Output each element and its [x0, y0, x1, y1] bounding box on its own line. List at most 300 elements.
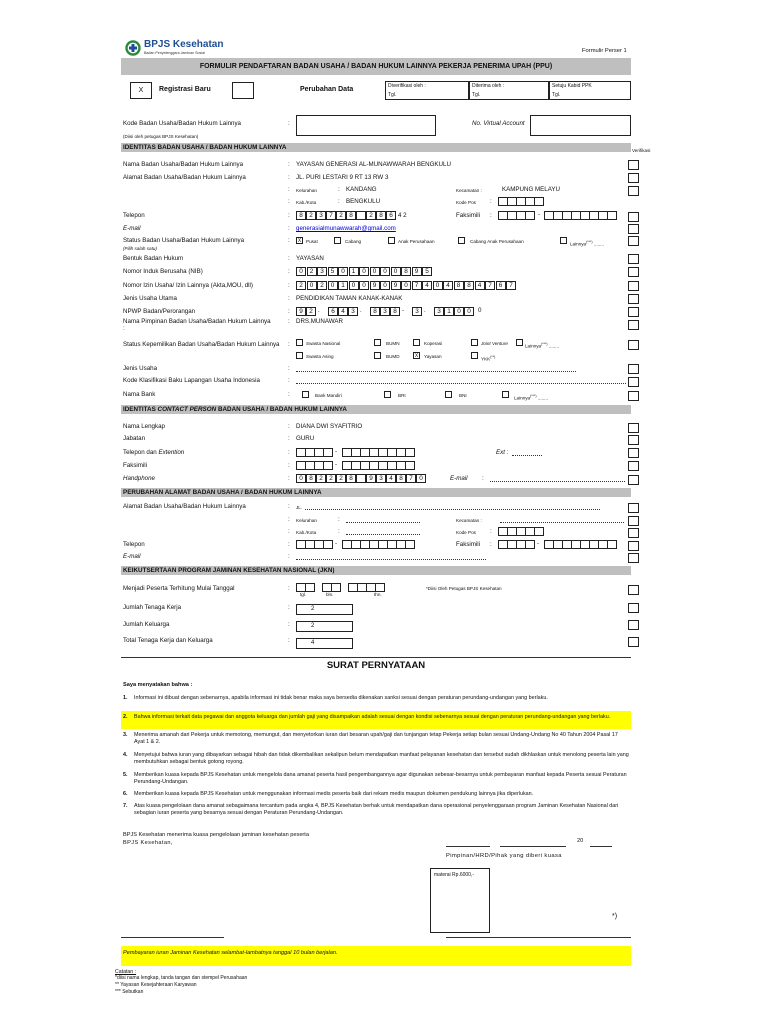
- digit-cell: 8: [376, 211, 386, 220]
- bank-bni-checkbox[interactable]: [445, 391, 452, 398]
- alamat-label: Alamat Badan Usaha/Badan Hukum Lainnya: [123, 174, 246, 181]
- digit-cell: 1: [349, 267, 359, 276]
- verif-label: Diverifikasi oleh :: [388, 83, 426, 89]
- logo: [124, 38, 234, 60]
- digit-cell: 8: [454, 281, 464, 290]
- digit-cell: 8: [401, 267, 411, 276]
- empty-cell: [323, 540, 333, 549]
- total-value: 4: [311, 640, 315, 646]
- status-lainnya-checkbox[interactable]: [560, 237, 567, 244]
- verifikasi-checkbox[interactable]: [628, 224, 639, 234]
- diterima-box: [469, 81, 549, 100]
- cp-email-line[interactable]: [490, 481, 625, 482]
- nama-badan-value[interactable]: YAYASAN GENERASI AL-MUNAWWARAH BENGKULU: [296, 161, 451, 168]
- digit-cell: 5: [422, 267, 432, 276]
- digit-cell: 6: [496, 281, 506, 290]
- verifikasi-checkbox[interactable]: [628, 186, 639, 196]
- verifikasi-checkbox[interactable]: [628, 364, 639, 374]
- jenis-usaha-label: Jenis Usaha Utama: [123, 295, 177, 302]
- item-3: Menerima amanah dari Pekerja untuk memotong, memungut, dan menyetorkan iuran dari besaran upah/gaji dan tunjangan tetap Pekerja setiap bulan sesuai Undang-Undang No 40 Tahun 2004 Pasal 17 Ayat 1 & 2.: [134, 732, 618, 745]
- registrasi-baru-checkbox[interactable]: [130, 82, 152, 99]
- jenis-usaha2-label: Jenis Usaha: [123, 365, 158, 372]
- digit-cell: 2: [296, 281, 306, 290]
- pimpinan-sign-label: Pimpinan/HRD/Pihak yang diberi kuasa: [446, 853, 562, 859]
- empty-cell: [405, 461, 415, 470]
- year-label: 20: [577, 838, 584, 844]
- divider-line: [121, 657, 631, 658]
- separator-dash: -: [537, 540, 540, 547]
- kab-kota-label: Kab./Kota: [296, 200, 317, 205]
- cp-ext-line[interactable]: [512, 455, 542, 456]
- kode-badan-label: Kode Badan Usaha/Badan Hukum Lainnya: [123, 120, 241, 127]
- kep-lainnya-label: Lainnya(***) ........: [525, 342, 560, 349]
- status-label: Status Badan Usaha/Badan Hukum Lainnya: [123, 237, 245, 244]
- empty-cell: [525, 540, 535, 549]
- digit-cell: 8: [296, 211, 306, 220]
- thn-label: thn.: [374, 592, 382, 597]
- pa-email-line[interactable]: [296, 559, 486, 560]
- kep-swasta-asing-label: Swasta Asing: [306, 354, 334, 359]
- verifikasi-checkbox[interactable]: [628, 503, 639, 513]
- verifikasi-checkbox[interactable]: [628, 340, 639, 350]
- verifikasi-checkbox[interactable]: [628, 475, 639, 485]
- status-cabang-anak-label: Cabang Anak Perusahaan: [470, 239, 524, 244]
- verifikasi-checkbox[interactable]: [628, 254, 639, 264]
- kecamatan-value[interactable]: KAMPUNG MELAYU: [502, 186, 560, 193]
- pernyataan-intro: Saya menyatakan bahwa :: [123, 682, 193, 688]
- verif-tgl: Tgl.: [388, 92, 397, 98]
- colon: :: [288, 212, 290, 219]
- npwp-digit-cell: 3: [348, 307, 358, 316]
- cp-jabatan-value[interactable]: GURU: [296, 435, 315, 442]
- colon: :: [288, 503, 290, 510]
- digit-cell: 0: [433, 281, 443, 290]
- colon: :: [288, 604, 290, 611]
- mulai-label: Menjadi Peserta Terhitung Mulai Tanggal: [123, 585, 235, 592]
- pa-kecamatan-label: Kecamatan :: [456, 518, 482, 523]
- colon: :: [288, 268, 290, 275]
- verifikasi-checkbox[interactable]: [628, 448, 639, 458]
- digit-cell: 2: [316, 474, 326, 483]
- pa-kab-label: Kab./Kota: [296, 530, 317, 535]
- kep-swasta-nasional-checkbox[interactable]: [296, 339, 303, 346]
- verifikasi-checkbox[interactable]: [628, 173, 639, 183]
- klasifikasi-line[interactable]: [296, 383, 626, 384]
- digit-cell: 0: [391, 267, 401, 276]
- logo-text: BPJS Kesehatan: [144, 39, 224, 50]
- digit-cell: 0: [349, 281, 359, 290]
- pa-email-label: E-mail: [123, 553, 141, 560]
- colon: :: [482, 475, 484, 482]
- section-identitas-badan: IDENTITAS BADAN USAHA / BADAN HUKUM LAINNYA: [121, 143, 631, 152]
- colon: :: [288, 423, 290, 430]
- separator-dash: -: [335, 540, 338, 547]
- verifikasi-checkbox[interactable]: [628, 320, 639, 330]
- npwp-digit-cell: 4: [338, 307, 348, 316]
- setuju-label: Setuju Kabid PPK: [552, 83, 592, 89]
- digit-cell: 6: [386, 211, 396, 220]
- cp-handphone-label: Handphone: [123, 475, 155, 482]
- colon: :: [338, 186, 340, 193]
- verifikasi-checkbox[interactable]: [628, 516, 639, 526]
- pernyataan-title: SURAT PERNYATAAN: [326, 660, 426, 671]
- total-input[interactable]: [296, 638, 353, 649]
- item-4: Menyetujui bahwa iuran yang dibayarkan sebagai hibah dan tidak dikembalikan sekalipun belum mendapatkan manfaat pelayanan kesehatan dan tersebut sudah dikhlaskan untuk menolong peserta lain yang membutuhkan sebagai bentuk gotong royong.: [134, 752, 629, 765]
- telepon-label: Telepon: [123, 212, 145, 219]
- note-2: ** Yayasan Kesejahteraan Karyawan: [115, 982, 197, 988]
- bentuk-value[interactable]: YAYASAN: [296, 255, 324, 262]
- registrasi-baru-mark: X: [138, 87, 144, 94]
- status-anak-label: Anak Perusahaan: [398, 239, 435, 244]
- item-num-6: 6.: [123, 791, 128, 797]
- kelurahan-label: Kelurahan: [296, 188, 317, 193]
- npwp-digit-cell: 3: [434, 307, 444, 316]
- empty-cell: [607, 540, 617, 549]
- digit-cell: [356, 211, 366, 220]
- digit-cell: 2: [317, 281, 327, 290]
- izin-label: Nomor Izin Usaha/ Izin Lainnya (Akta,MOU, dll): [123, 282, 253, 289]
- colon: :: [288, 637, 290, 644]
- npwp-digit-cell: 8: [390, 307, 400, 316]
- kep-lainnya-checkbox[interactable]: [516, 339, 523, 346]
- item-num-2: 2.: [123, 714, 128, 720]
- digit-cell: 0: [338, 267, 348, 276]
- jenis-usaha-value[interactable]: PENDIDIKAN TAMAN KANAK-KANAK: [296, 295, 403, 302]
- npwp-digit-cell: 8: [370, 307, 380, 316]
- kode-badan-note: (Diisi oleh petugas BPJS Kesehatan): [123, 134, 199, 139]
- digit-cell: 4: [443, 281, 453, 290]
- colon: :: [288, 528, 290, 535]
- status-note: (Pilih salah satu): [123, 246, 157, 251]
- kep-yayasan-checkbox[interactable]: X: [414, 353, 419, 359]
- cp-email-label: E-mail: [450, 475, 468, 482]
- jumlah-keluarga-label: Jumlah Keluarga: [123, 621, 170, 628]
- bpjs-kesehatan-sign: BPJS Kesehatan,: [123, 840, 173, 846]
- cp-jabatan-label: Jabatan: [123, 435, 146, 442]
- digit-cell: 2: [366, 211, 376, 220]
- colon: :: [288, 295, 290, 302]
- colon: :: [288, 282, 290, 289]
- bank-bni-label: BNI: [459, 393, 467, 398]
- perubahan-data-checkbox[interactable]: [232, 82, 254, 99]
- status-pusat-checkbox[interactable]: X: [297, 238, 302, 244]
- colon: :: [288, 161, 290, 168]
- status-cabang-label: Cabang: [345, 239, 362, 244]
- item-6: Memberikan kuasa kepada BPJS Kesehatan untuk menggunakan informasi medis peserta baik dari rekam medis maupun dokumen pendukung lainnya jika diperlukan.: [134, 791, 534, 797]
- colon: :: [288, 365, 290, 372]
- kep-swasta-asing-checkbox[interactable]: [296, 352, 303, 359]
- pa-kelurahan-line[interactable]: [346, 522, 420, 523]
- verifikasi-label: Verifikasi: [632, 148, 651, 153]
- materai-label: materai Rp.6000,-: [434, 872, 475, 878]
- colon: :: [288, 475, 290, 482]
- jenis-usaha2-line[interactable]: [296, 371, 576, 372]
- registrasi-baru-label: Registrasi Baru: [159, 86, 211, 93]
- colon: :: [338, 198, 340, 205]
- colon: :: [288, 377, 290, 384]
- npwp-digit-cell: 3: [380, 307, 390, 316]
- digit-cell: 8: [306, 474, 316, 483]
- petugas-note: *Diisi Oleh Petugas BPJS Kesehatan: [426, 586, 502, 591]
- verifikasi-checkbox[interactable]: [628, 294, 639, 304]
- digit-cell: 0: [296, 474, 306, 483]
- colon: :: [338, 528, 340, 535]
- kep-jv-label: Joint Venture: [481, 341, 508, 346]
- item-num-1: 1.: [123, 695, 128, 701]
- pa-telepon-label: Telepon: [123, 541, 145, 548]
- npwp-digit-cell: 6: [328, 307, 338, 316]
- kep-bumd-label: BUMD: [386, 354, 400, 359]
- digit-cell: 2: [306, 211, 316, 220]
- verifikasi-checkbox[interactable]: [628, 528, 639, 538]
- colon: :: [490, 528, 492, 535]
- pa-alamat-label: Alamat Badan Usaha/Badan Hukum Lainnya: [123, 503, 246, 510]
- kep-yayasan-label: Yayasan: [424, 354, 442, 359]
- terima-label: Diterima oleh :: [472, 83, 505, 89]
- item-num-5: 5.: [123, 772, 128, 778]
- bank-mandiri-label: Bank Mandiri: [315, 393, 342, 398]
- email-value[interactable]: generasialmunawwarah@gmail.com: [296, 225, 396, 232]
- pa-kecamatan-line[interactable]: [500, 522, 624, 523]
- digit-cell: 0: [380, 281, 390, 290]
- kepemilikan-label: Status Kepemilikan Badan Usaha/Badan Hukum Lainnya: [123, 341, 280, 348]
- digit-cell: 8: [346, 474, 356, 483]
- kab-kota-value[interactable]: BENGKULU: [346, 198, 381, 205]
- npwp-digit-cell: 9: [296, 307, 306, 316]
- verifikasi-checkbox[interactable]: [628, 307, 639, 317]
- digit-cell: 9: [366, 474, 376, 483]
- alamat-value[interactable]: JL. PURI LESTARI 9 RT 13 RW 3: [296, 174, 389, 181]
- separator-dash: -: [335, 461, 338, 468]
- item-2: Bahwa informasi terkait data pegawai dan anggota keluarga dan jumlah gaji yang disampaikan adalah sesuai dengan kondisi sebenarnya sesuai dengan peraturan perundang-undangan yang berlaku.: [134, 714, 611, 720]
- empty-cell: [323, 448, 333, 457]
- kep-jv-checkbox[interactable]: [471, 339, 478, 346]
- digit-cell: 7: [326, 211, 336, 220]
- colon: :: [288, 186, 290, 193]
- menerima-text: BPJS Kesehatan menerima kuasa pengelolaan jaminan kesehatan peserta: [123, 832, 309, 838]
- note-3: *** Sebutkan: [115, 989, 144, 995]
- status-anak-checkbox[interactable]: [388, 237, 395, 244]
- colon: :: [288, 237, 290, 244]
- digit-cell: 0: [380, 267, 390, 276]
- cp-nama-label: Nama Lengkap: [123, 423, 165, 430]
- faksimili-label: Faksimili: [456, 212, 481, 219]
- verifikasi-checkbox[interactable]: [628, 637, 639, 647]
- verifikasi-checkbox[interactable]: [628, 553, 639, 563]
- colon: :: [288, 585, 290, 592]
- item-num-3: 3.: [123, 732, 128, 738]
- npwp-label: NPWP Badan/Perorangan: [123, 308, 196, 315]
- verifikasi-checkbox[interactable]: [628, 620, 639, 630]
- verifikasi-checkbox[interactable]: [628, 435, 639, 445]
- setuju-box: [549, 81, 631, 100]
- status-lainnya-label: Lainnya(***) ........: [570, 240, 605, 247]
- digit-cell: 9: [370, 281, 380, 290]
- item-num-7: 7.: [123, 803, 128, 809]
- digit-cell: 0: [307, 281, 317, 290]
- digit-cell: 3: [317, 267, 327, 276]
- bank-bri-checkbox[interactable]: [384, 391, 391, 398]
- digit-cell: [356, 474, 366, 483]
- verifikasi-checkbox[interactable]: [628, 212, 639, 222]
- colon: :: [288, 318, 290, 325]
- digit-cell: 0: [359, 281, 369, 290]
- jumlah-keluarga-input[interactable]: [296, 621, 353, 632]
- colon: :: [490, 541, 492, 548]
- form-code: Formulir Perser 1: [582, 48, 627, 54]
- digit-cell: 9: [412, 267, 422, 276]
- materai-box[interactable]: [430, 868, 490, 933]
- pa-kab-line[interactable]: [346, 534, 420, 535]
- digit-cell: 0: [370, 267, 380, 276]
- colon: :: [288, 462, 290, 469]
- kep-swasta-nasional-label: Swasta Nasional: [306, 341, 341, 346]
- jumlah-keluarga-value: 2: [311, 623, 315, 629]
- digit-cell: 0: [359, 267, 369, 276]
- footer-note: Pembayaran iuran Jaminan Kesehatan selambat-lambatnya tanggal 10 bulan berjalan.: [123, 950, 338, 956]
- npwp-digit-cell: 2: [306, 307, 316, 316]
- item-1: Informasi ini dibuat dengan sebenarnya, apabila informasi ini tidak benar maka saya bersedia dikenakan sanksi sesuai dengan peraturan perundang-undangan yang berlaku.: [134, 695, 548, 701]
- tenaga-kerja-value: 2: [311, 606, 315, 612]
- kep-koperasi-checkbox[interactable]: [413, 339, 420, 346]
- section-perubahan-alamat: PERUBAHAN ALAMAT BADAN USAHA / BADAN HUKUM LAINNYA: [121, 488, 631, 497]
- npwp-digit-cell: 0: [454, 307, 464, 316]
- nama-badan-label: Nama Badan Usaha/Badan Hukum Lainnya: [123, 161, 244, 168]
- verifikasi-checkbox[interactable]: [628, 281, 639, 291]
- digit-cell: 8: [396, 474, 406, 483]
- colon: :: [490, 198, 492, 205]
- npwp-separator: -: [402, 307, 405, 314]
- colon: :: [288, 516, 290, 523]
- telepon-tail: 4 2: [398, 212, 407, 219]
- verifikasi-checkbox[interactable]: [628, 423, 639, 433]
- kelurahan-value[interactable]: KANDANG: [346, 186, 377, 193]
- cp-faksimili-label: Faksimili: [123, 462, 148, 469]
- verifikasi-checkbox[interactable]: [628, 461, 639, 471]
- empty-cell: [405, 540, 415, 549]
- colon: :: [288, 308, 290, 315]
- item-5: Memberikan kuasa kepada BPJS Kesehatan untuk mengelola dana amanat peserta hasil pengembangannya agar digunakan sebesar-besarnya untuk pembayaran manfaat kepada Peserta sesuai Peraturan Perundang-Undangan.: [134, 772, 627, 785]
- npwp-separator: .: [360, 307, 362, 314]
- colon: :: [288, 435, 290, 442]
- colon: :: [123, 325, 125, 332]
- status-cabang-anak-checkbox[interactable]: [458, 237, 465, 244]
- npwp-tail: 0: [478, 307, 482, 314]
- empty-cell: [534, 527, 544, 536]
- cp-nama-value[interactable]: DIANA DWI SYAFITRIO: [296, 423, 363, 430]
- section-jkn: KEIKUTSERTAAN PROGRAM JAMINAN KESEHATAN NASIONAL (JKN): [121, 566, 631, 575]
- digit-cell: 9: [391, 281, 401, 290]
- digit-cell: 7: [406, 474, 416, 483]
- pa-alamat-line[interactable]: [305, 509, 600, 510]
- kecamatan-label: Kecamatan :: [456, 188, 482, 193]
- bank-label: Nama Bank: [123, 391, 156, 398]
- tenaga-kerja-input[interactable]: [296, 604, 353, 615]
- colon: :: [338, 516, 340, 523]
- digit-cell: 8: [464, 281, 474, 290]
- colon: :: [288, 174, 290, 181]
- colon: :: [288, 553, 290, 560]
- year-line: [590, 846, 612, 847]
- setuju-tgl: Tgl.: [552, 92, 561, 98]
- pimpinan-value[interactable]: DRS.MUNAWAR: [296, 318, 343, 325]
- colon: :: [490, 212, 492, 219]
- empty-cell: [323, 461, 333, 470]
- verifikasi-checkbox[interactable]: [628, 267, 639, 277]
- status-pusat-label: Pusat: [306, 239, 318, 244]
- bpjs-logo-icon: [124, 40, 142, 56]
- email-label: E-mail: [123, 225, 141, 232]
- total-label: Total Tenaga Kerja dan Keluarga: [123, 637, 213, 644]
- place-line: [446, 846, 490, 847]
- bln-label: bln.: [326, 592, 334, 597]
- bentuk-label: Bentuk Badan Hukum: [123, 255, 184, 262]
- npwp-digit-cell: 3: [412, 307, 422, 316]
- item-num-4: 4.: [123, 752, 128, 758]
- nib-label: Nomor Induk Berusaha (NIB): [123, 268, 203, 275]
- digit-cell: 2: [307, 267, 317, 276]
- digit-cell: 7: [485, 281, 495, 290]
- digit-cell: 7: [506, 281, 516, 290]
- perubahan-data-label: Perubahan Data: [300, 86, 354, 93]
- verifikasi-checkbox[interactable]: [628, 391, 639, 401]
- verifikasi-checkbox[interactable]: [628, 377, 639, 387]
- kep-bumd-checkbox[interactable]: [374, 352, 381, 359]
- klasifikasi-label: Kode Klasifikasi Baku Lapangan Usaha Indonesia: [123, 377, 260, 384]
- verifikasi-checkbox[interactable]: [628, 585, 639, 595]
- virtual-account-label: No. Virtual Account: [472, 120, 525, 127]
- catatan-label: Catatan :: [115, 969, 137, 975]
- digit-cell: 5: [328, 267, 338, 276]
- npwp-digit-cell: 1: [444, 307, 454, 316]
- colon: :: [288, 541, 290, 548]
- logo-subtext: Badan Penyelenggara Jaminan Sosial: [144, 51, 205, 55]
- date-line: [500, 846, 566, 847]
- verifikasi-checkbox[interactable]: [628, 603, 639, 613]
- tenaga-kerja-label: Jumlah Tenaga Kerja: [123, 604, 182, 611]
- virtual-account-input[interactable]: [530, 115, 631, 136]
- colon: :: [288, 341, 290, 348]
- kode-badan-input[interactable]: [296, 115, 436, 136]
- digit-cell: 3: [316, 211, 326, 220]
- digit-cell: 7: [412, 281, 422, 290]
- digit-cell: 8: [346, 211, 356, 220]
- verifikasi-checkbox[interactable]: [628, 160, 639, 170]
- colon: :: [288, 391, 290, 398]
- digit-cell: 0: [328, 281, 338, 290]
- digit-cell: 0: [416, 474, 426, 483]
- bank-lainnya-label: Lainnya(***) ........: [514, 394, 549, 401]
- pa-kelurahan-label: Kelurahan: [296, 518, 317, 523]
- digit-cell: 4: [386, 474, 396, 483]
- form-title: FORMULIR PENDAFTARAN BADAN USAHA / BADAN HUKUM LAINNYA PEKERJA PENERIMA UPAH (PPU): [121, 58, 631, 75]
- kode-pos-label: Kode Pos: [456, 200, 476, 205]
- bpjs-sign-line: [121, 937, 224, 938]
- kep-bumn-checkbox[interactable]: [374, 339, 381, 346]
- pa-faksimili-label: Faksimili: [456, 541, 481, 548]
- digit-cell: 3: [376, 474, 386, 483]
- status-cabang-checkbox[interactable]: [334, 237, 341, 244]
- verifikasi-checkbox[interactable]: [628, 236, 639, 246]
- bank-lainnya-checkbox[interactable]: [502, 391, 509, 398]
- verifikasi-checkbox[interactable]: [628, 541, 639, 551]
- kep-ykk-checkbox[interactable]: [471, 352, 478, 359]
- npwp-digit-cell: 0: [464, 307, 474, 316]
- bank-mandiri-checkbox[interactable]: [302, 391, 309, 398]
- digit-cell: 1: [338, 281, 348, 290]
- note-1: *diisi nama lengkap, tanda tangan dan stempel Perusahaan: [115, 975, 248, 981]
- digit-cell: 0: [296, 267, 306, 276]
